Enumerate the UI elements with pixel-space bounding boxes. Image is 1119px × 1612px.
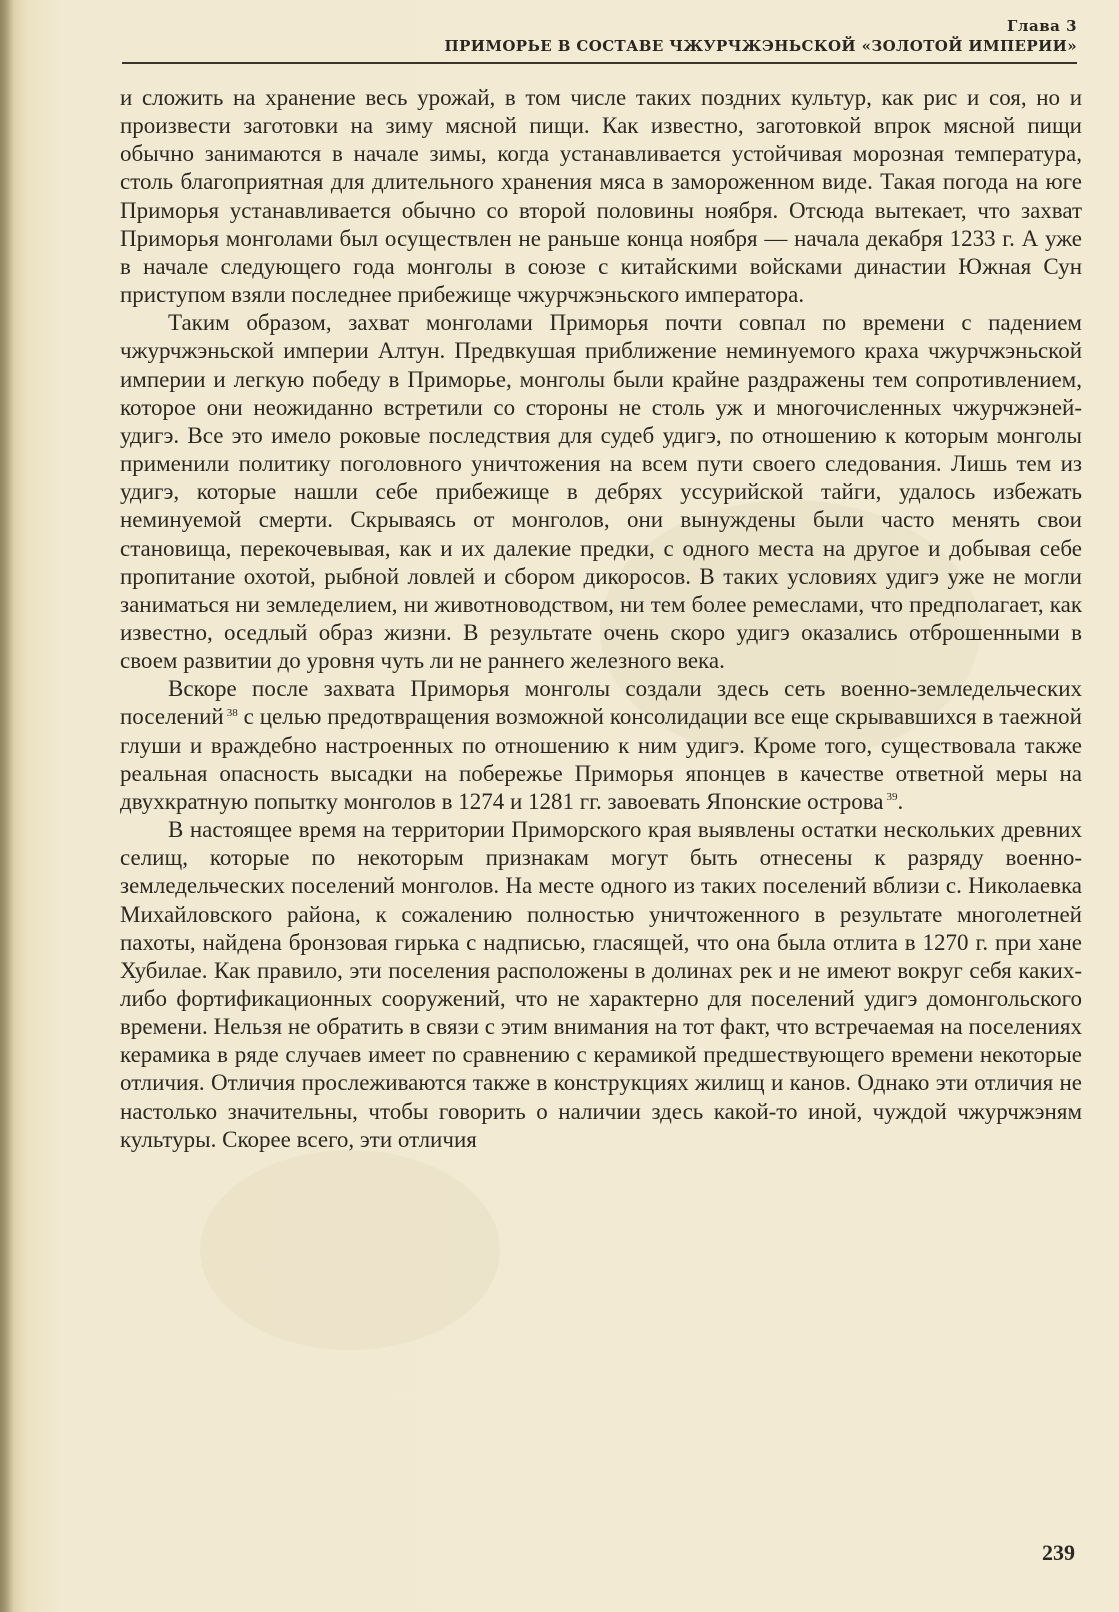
paragraph: Таким образом, захват монголами Приморья почти совпал по времени с падением чжурчжэньской империи Алтун. Предвкушая приближение неминуемого краха чжурчжэньской империи и легкую победу в Приморье, монголы были крайне раздражены тем сопротивлением, которое они неожиданно встретили со стороны не столь уж и многочисленных чжурчжэней-удигэ. Все это имело роковые последствия для судеб удигэ, по отношению к которым монголы применили политику поголовного уничтожения на всем пути своего следования. Лишь тем из удигэ, которые нашли себе прибежище в дебрях уссурийской тайги, удалось избежать неминуемой смерти. Скрываясь от монголов, они вынуждены были часто менять свои становища, перекочевывая, как и их далекие предки, с одного места на другое и добывая себе пропитание охотой, рыбной ловлей и сбором дикоросов. В таких условиях удигэ уже не могли заниматься ни земледелием, ни животноводством, ни тем более ремеслами, что предполагает, как известно, оседлый образ жизни. В результате очень скоро удигэ оказались отброшенными в своем развитии до уровня чуть ли не раннего железного века.	[120, 310, 1082, 674]
running-head	[445, 16, 1077, 56]
chapter-label: Глава 3	[1007, 17, 1077, 35]
paragraph-text: .	[897, 788, 904, 814]
paragraph: и сложить на хранение весь урожай, в том числе таких поздних культур, как рис и соя, но и произвести заготовки на зиму мясной пищи. Как известно, заготовкой впрок мясной пищи обычно занимаются в начале зимы, когда устанавливается устойчивая морозная температура, столь благоприятная для длительного хранения мяса в замороженном виде. Такая погода на юге Приморья устанавливается обычно со второй половины ноября. Отсюда вытекает, что захват Приморья монголами был осуществлен не раньше конца ноября — начала декабря 1233 г. А уже в начале следующего года монголы в союзе с китайскими войсками династии Южная Сун приступом взяли последнее прибежище чжурчжэньского императора.	[120, 85, 1082, 308]
footnote-ref-38: 38	[226, 706, 238, 719]
paragraph: В настоящее время на территории Приморского края выявлены остатки нескольких древних селищ, которые по некоторым признакам могут быть отнесены к разряду военно-земледельческих поселений монголов. На месте одного из таких поселений вблизи с. Николаевка Михайловского района, к сожалению полностью уничтоженного в результате многолетней пахоты, найдена бронзовая гирька с надписью, гласящей, что она была отлита в 1270 г. при хане Хубилае. Как правило, эти поселения расположены в долинах рек и не имеют вокруг себя каких-либо фортификационных сооружений, что не характерно для поселений удигэ домонгольского времени. Нельзя не обратить в связи с этим внимания на тот факт, что встречаемая на поселениях керамика в ряде случаев имеет по сравнению с керамикой предшествующего времени некоторые отличия. Отличия прослеживаются также в конструкциях жилищ и канов. Однако эти отличия не настолько значительны, чтобы говорить о наличии здесь какой-то иной, чуждой чжурчжэням культуры. Скорее всего, эти отличия	[120, 817, 1082, 1152]
footnote-ref-39: 39	[886, 791, 898, 804]
page-number: 239	[1042, 1540, 1075, 1565]
paragraph-text: с целью предотвращения возможной консолидации все еще скрывавшихся в таежной глуши и враждебно настроенных по отношению к ним удигэ. Кроме того, существовала также реальная опасность высадки на побережье Приморья японцев в качестве ответной меры на двухкратную попытку монголов в 1274 и 1281 гг. завоевать Японские острова	[120, 704, 1082, 814]
paragraph	[120, 675, 1082, 816]
paragraph-text: Вскоре после захвата Приморья монголы создали здесь сеть военно-земледельческих поселений	[120, 676, 1082, 730]
paper-stain	[200, 1150, 500, 1350]
spine-shadow	[0, 0, 14, 1612]
running-title: ПРИМОРЬЕ В СОСТАВЕ ЧЖУРЧЖЭНЬСКОЙ «ЗОЛОТОЙ ИМПЕРИИ»	[444, 37, 1077, 55]
body-text	[120, 84, 1082, 1154]
header-rule	[122, 62, 1077, 64]
